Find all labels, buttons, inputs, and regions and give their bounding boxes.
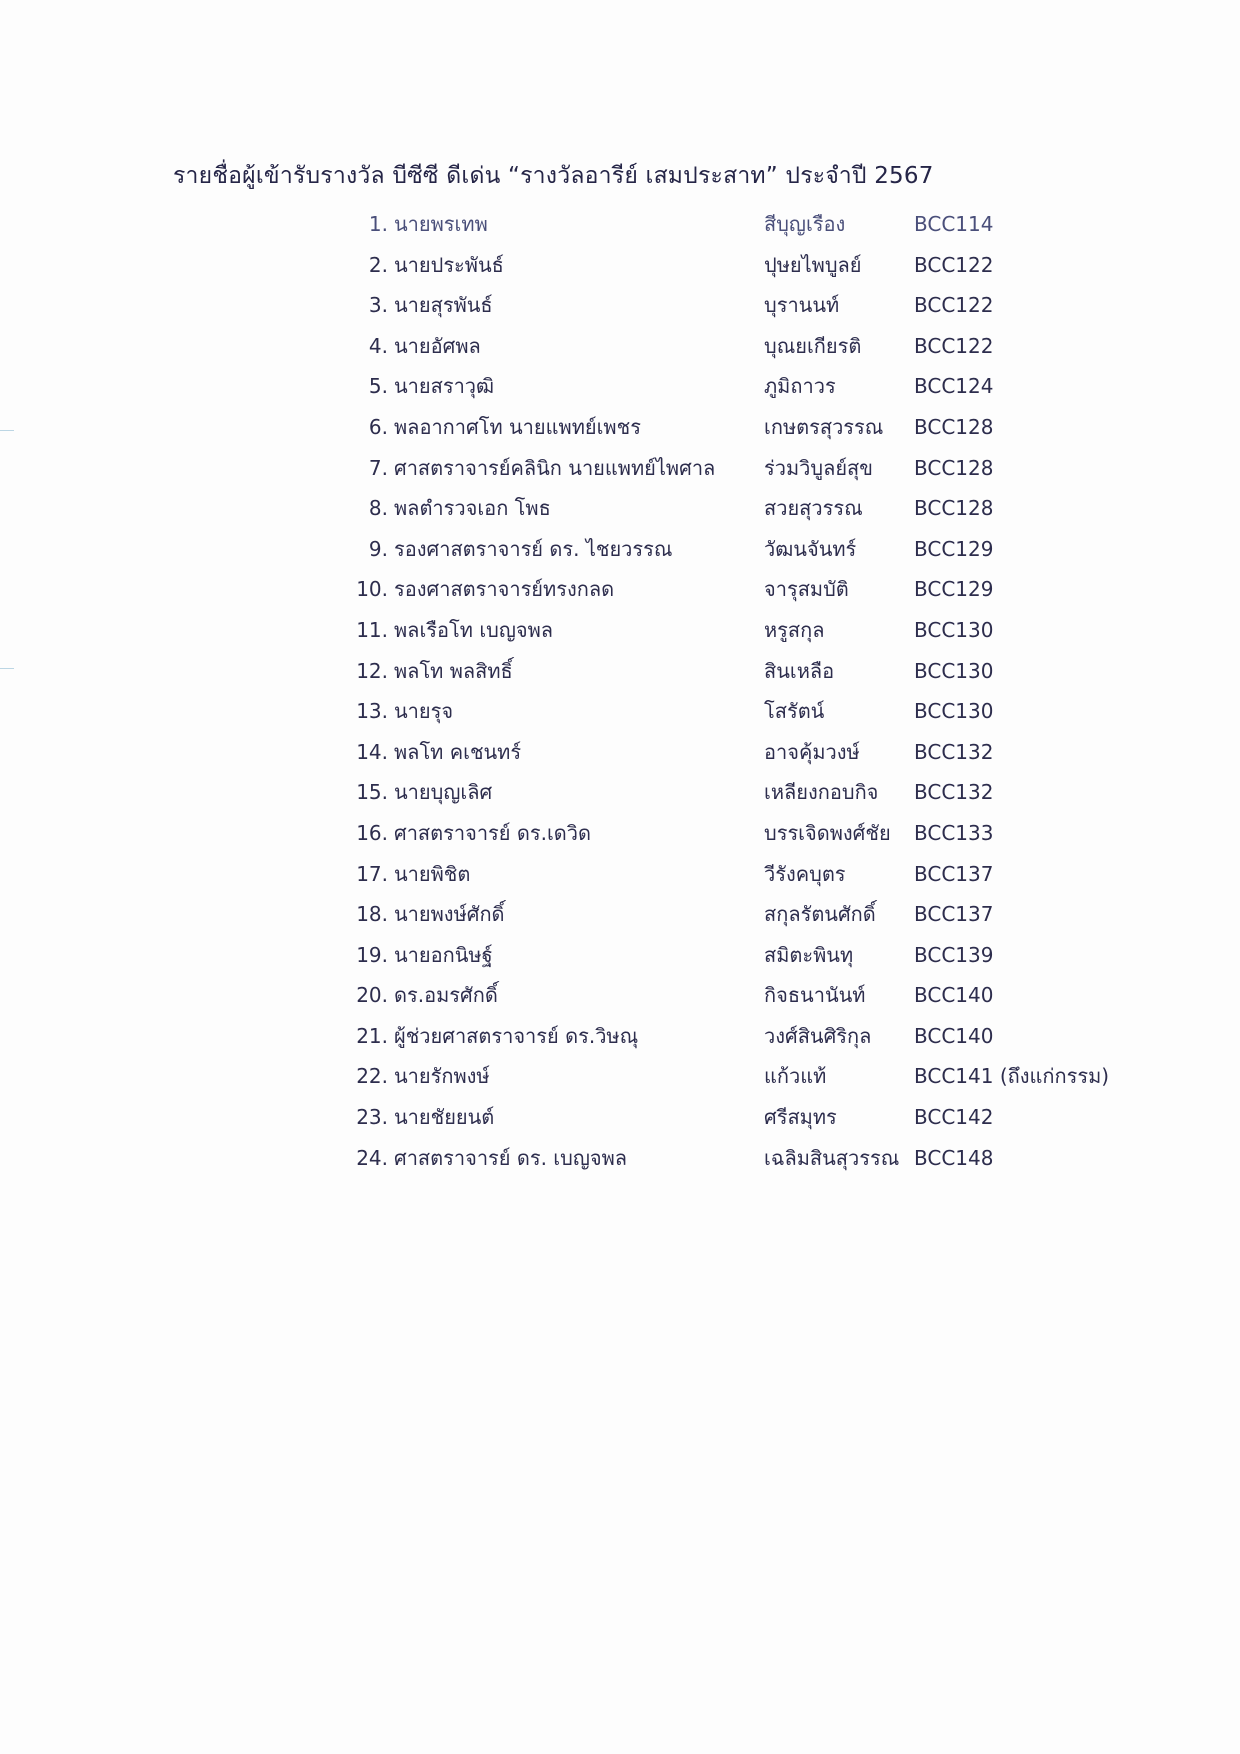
bcc-code: BCC130 xyxy=(914,658,994,683)
awardee-surname: บุรานนท์ xyxy=(764,293,840,318)
item-number: 21. xyxy=(356,1023,388,1048)
list-item xyxy=(354,1103,1194,1144)
bcc-code: BCC148 xyxy=(914,1145,994,1170)
awardee-name: นายพงษ์ศักดิ์ xyxy=(394,902,505,927)
bcc-code: BCC137 xyxy=(914,861,994,886)
awardee-name: รองศาสตราจารย์ทรงกลด xyxy=(394,577,615,602)
bcc-code: BCC129 xyxy=(914,577,994,602)
awardee-surname: เฉลิมสินสุวรรณ xyxy=(764,1145,900,1170)
awardee-name: นายอัศพล xyxy=(394,333,481,358)
awardee-name: พลโท พลสิทธิ์ xyxy=(394,658,513,683)
item-number: 24. xyxy=(356,1145,388,1170)
item-number: 13. xyxy=(356,699,388,724)
list-item xyxy=(354,332,1194,373)
awardee-surname: อาจคุ้มวงษ์ xyxy=(764,739,860,764)
list-item xyxy=(354,413,1194,454)
list-item xyxy=(354,1062,1194,1103)
bcc-code: BCC128 xyxy=(914,496,994,521)
item-number: 6. xyxy=(368,414,388,439)
awardee-surname: วงศ์สินศิริกุล xyxy=(764,1023,872,1048)
awardee-name: ผู้ช่วยศาสตราจารย์ ดร.วิษณุ xyxy=(394,1023,639,1048)
awardee-name: พลอากาศโท นายแพทย์เพชร xyxy=(394,414,641,439)
list-item xyxy=(354,535,1194,576)
bcc-code: BCC130 xyxy=(914,699,994,724)
bcc-code: BCC132 xyxy=(914,739,994,764)
awardee-surname: สกุลรัตนศักดิ์ xyxy=(764,902,876,927)
list-item xyxy=(354,657,1194,698)
item-number: 2. xyxy=(368,252,388,277)
awardee-name: นายพิชิต xyxy=(394,861,471,886)
item-number: 7. xyxy=(368,455,388,480)
bcc-code: BCC130 xyxy=(914,617,994,642)
item-number: 20. xyxy=(356,983,388,1008)
awardee-surname: กิจธนานันท์ xyxy=(764,983,866,1008)
awardee-surname: ร่วมวิบูลย์สุข xyxy=(764,455,873,480)
awardee-name: นายอกนิษฐ์ xyxy=(394,942,493,967)
awardee-name: พลเรือโท เบญจพล xyxy=(394,617,554,642)
item-number: 23. xyxy=(356,1105,388,1130)
awardee-name: รองศาสตราจารย์ ดร. ไชยวรรณ xyxy=(394,536,673,561)
bcc-code: BCC122 xyxy=(914,293,994,318)
awardee-surname: สมิตะพินทุ xyxy=(764,942,854,967)
awardee-surname: แก้วแท้ xyxy=(764,1064,827,1089)
item-number: 9. xyxy=(368,536,388,561)
document-title: รายชื่อผู้เข้ารับรางวัล บีซีซี ดีเด่น “รางวัลอารีย์ เสมประสาท” ประจำปี 2567 xyxy=(173,163,934,189)
bcc-code: BCC140 xyxy=(914,983,994,1008)
bcc-code: BCC142 xyxy=(914,1105,994,1130)
bcc-code: BCC133 xyxy=(914,820,994,845)
awardee-list xyxy=(354,210,1194,1184)
scan-edge-mark xyxy=(0,668,14,669)
list-item xyxy=(354,941,1194,982)
list-item xyxy=(354,778,1194,819)
awardee-surname: เหลียงกอบกิจ xyxy=(764,780,879,805)
list-item xyxy=(354,1144,1194,1185)
awardee-name: ศาสตราจารย์คลินิก นายแพทย์ไพศาล xyxy=(394,455,716,480)
item-number: 14. xyxy=(356,739,388,764)
item-number: 16. xyxy=(356,820,388,845)
awardee-surname: ปุษยไพบูลย์ xyxy=(764,252,862,277)
list-item xyxy=(354,697,1194,738)
bcc-code: BCC139 xyxy=(914,942,994,967)
awardee-name: ศาสตราจารย์ ดร.เดวิด xyxy=(394,820,591,845)
list-item xyxy=(354,738,1194,779)
list-item xyxy=(354,372,1194,413)
awardee-name: พลตำรวจเอก โพธ xyxy=(394,496,551,521)
awardee-name: นายสราวุฒิ xyxy=(394,374,495,399)
list-item xyxy=(354,981,1194,1022)
awardee-surname: วีรังคบุตร xyxy=(764,861,846,886)
bcc-code: BCC124 xyxy=(914,374,994,399)
awardee-surname: เกษตรสุวรรณ xyxy=(764,414,884,439)
awardee-surname: โสรัตน์ xyxy=(764,699,825,724)
bcc-code: BCC128 xyxy=(914,414,994,439)
bcc-code: BCC132 xyxy=(914,780,994,805)
bcc-code: BCC128 xyxy=(914,455,994,480)
item-number: 18. xyxy=(356,902,388,927)
bcc-code: BCC140 xyxy=(914,1023,994,1048)
bcc-code: BCC114 xyxy=(914,212,994,236)
bcc-code: BCC122 xyxy=(914,252,994,277)
list-item xyxy=(354,819,1194,860)
awardee-name: นายรุจ xyxy=(394,699,454,724)
list-item xyxy=(354,860,1194,901)
awardee-surname: สินเหลือ xyxy=(764,658,835,683)
list-item xyxy=(354,494,1194,535)
awardee-name: นายรักพงษ์ xyxy=(394,1064,490,1089)
list-item xyxy=(354,454,1194,495)
item-number: 15. xyxy=(356,780,388,805)
awardee-name: นายพรเทพ xyxy=(394,212,488,236)
awardee-surname: ศรีสมุทร xyxy=(764,1105,837,1130)
awardee-surname: หรูสกุล xyxy=(764,617,825,642)
item-number: 1. xyxy=(368,212,388,236)
awardee-name: ศาสตราจารย์ ดร. เบญจพล xyxy=(394,1145,628,1170)
awardee-surname: สวยสุวรรณ xyxy=(764,496,863,521)
item-number: 12. xyxy=(356,658,388,683)
bcc-code: BCC141 (ถึงแก่กรรม) xyxy=(914,1064,1110,1089)
list-item xyxy=(354,575,1194,616)
list-item xyxy=(354,251,1194,292)
list-item xyxy=(354,210,1194,251)
item-number: 3. xyxy=(368,293,388,318)
awardee-name: ดร.อมรศักดิ์ xyxy=(394,983,498,1008)
bcc-code: BCC129 xyxy=(914,536,994,561)
awardee-surname: สีบุญเรือง xyxy=(764,212,846,236)
list-item xyxy=(354,1022,1194,1063)
item-number: 22. xyxy=(356,1064,388,1089)
scan-edge-mark xyxy=(0,430,14,431)
item-number: 19. xyxy=(356,942,388,967)
list-item xyxy=(354,900,1194,941)
list-item xyxy=(354,616,1194,657)
item-number: 10. xyxy=(356,577,388,602)
item-number: 4. xyxy=(368,333,388,358)
awardee-name: นายบุญเลิศ xyxy=(394,780,493,805)
awardee-name: นายประพันธ์ xyxy=(394,252,504,277)
item-number: 11. xyxy=(356,617,388,642)
bcc-code: BCC137 xyxy=(914,902,994,927)
list-item xyxy=(354,291,1194,332)
bcc-code: BCC122 xyxy=(914,333,994,358)
item-number: 8. xyxy=(368,496,388,521)
awardee-surname: จารุสมบัติ xyxy=(764,577,849,602)
awardee-name: นายสุรพันธ์ xyxy=(394,293,493,318)
awardee-surname: วัฒนจันทร์ xyxy=(764,536,857,561)
awardee-surname: ภูมิถาวร xyxy=(764,374,836,399)
awardee-surname: บรรเจิดพงศ์ชัย xyxy=(764,820,891,845)
awardee-name: นายชัยยนต์ xyxy=(394,1105,495,1130)
awardee-name: พลโท คเชนทร์ xyxy=(394,739,522,764)
awardee-surname: บุณยเกียรติ xyxy=(764,333,862,358)
item-number: 17. xyxy=(356,861,388,886)
item-number: 5. xyxy=(368,374,388,399)
